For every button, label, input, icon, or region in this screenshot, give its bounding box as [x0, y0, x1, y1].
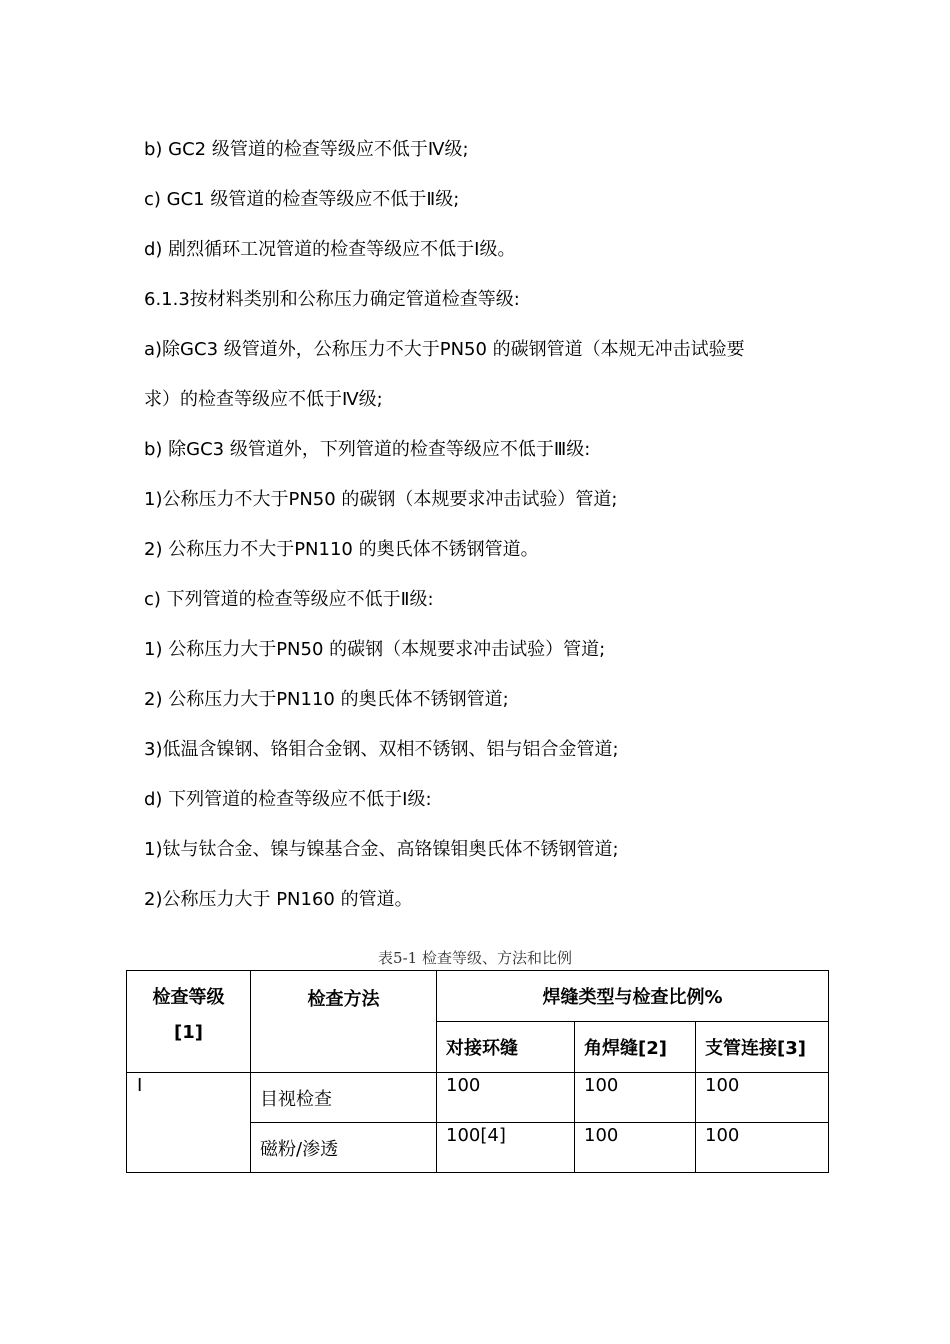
- paragraph-line: 求）的检查等级应不低于Ⅳ级;: [144, 389, 383, 410]
- paragraph-line: d) 剧烈循环工况管道的检查等级应不低于Ⅰ级。: [144, 239, 516, 260]
- paragraph-line: 3)低温含镍钢、铬钼合金钢、双相不锈钢、铝与铝合金管道;: [144, 739, 619, 760]
- paragraph-line: 2)公称压力大于 PN160 的管道。: [144, 889, 413, 910]
- cell-fillet: 100: [575, 1123, 696, 1173]
- inspection-table: [126, 970, 829, 1173]
- cell-level: I: [127, 1073, 251, 1173]
- paragraph-line: c) 下列管道的检查等级应不低于Ⅱ级:: [144, 589, 434, 610]
- paragraph-line: 1)公称压力不大于PN50 的碳钢（本规要求冲击试验）管道;: [144, 489, 618, 510]
- header-fillet: 角焊缝[2]: [575, 1022, 696, 1073]
- paragraph-line: 1) 公称压力大于PN50 的碳钢（本规要求冲击试验）管道;: [144, 639, 606, 660]
- paragraph-line: c) GC1 级管道的检查等级应不低于Ⅱ级;: [144, 189, 460, 210]
- cell-branch: 100: [696, 1073, 829, 1123]
- paragraph-line: b) GC2 级管道的检查等级应不低于Ⅳ级;: [144, 139, 469, 160]
- cell-fillet: 100: [575, 1073, 696, 1123]
- cell-butt: 100[4]: [437, 1123, 575, 1173]
- header-level-line2: [1]: [174, 1022, 203, 1043]
- header-branch: 支管连接[3]: [696, 1022, 829, 1073]
- cell-method: 目视检查: [251, 1073, 437, 1123]
- table-caption: 表5-1 检查等级、方法和比例: [378, 949, 572, 967]
- cell-branch: 100: [696, 1123, 829, 1173]
- paragraph-line: d) 下列管道的检查等级应不低于Ⅰ级:: [144, 789, 432, 810]
- paragraph-line: b) 除GC3 级管道外，下列管道的检查等级应不低于Ⅲ级:: [144, 439, 591, 460]
- header-level-line1: 检查等级: [152, 987, 225, 1008]
- header-butt: 对接环缝: [437, 1022, 575, 1073]
- header-weld-group: 焊缝类型与检查比例%: [437, 971, 829, 1022]
- section-heading: 6.1.3按材料类别和公称压力确定管道检查等级:: [144, 289, 520, 310]
- cell-method: 磁粉/渗透: [251, 1123, 437, 1173]
- header-method: 检查方法: [251, 971, 437, 1073]
- table-row: [127, 1073, 829, 1123]
- cell-butt: 100: [437, 1073, 575, 1123]
- paragraph-line: 2) 公称压力不大于PN110 的奥氏体不锈钢管道。: [144, 539, 539, 560]
- paragraph-line: a)除GC3 级管道外，公称压力不大于PN50 的碳钢管道（本规无冲击试验要: [144, 339, 745, 360]
- paragraph-line: 2) 公称压力大于PN110 的奥氏体不锈钢管道;: [144, 689, 509, 710]
- header-level: [127, 971, 251, 1073]
- paragraph-line: 1)钛与钛合金、镍与镍基合金、高铬镍钼奥氏体不锈钢管道;: [144, 839, 619, 860]
